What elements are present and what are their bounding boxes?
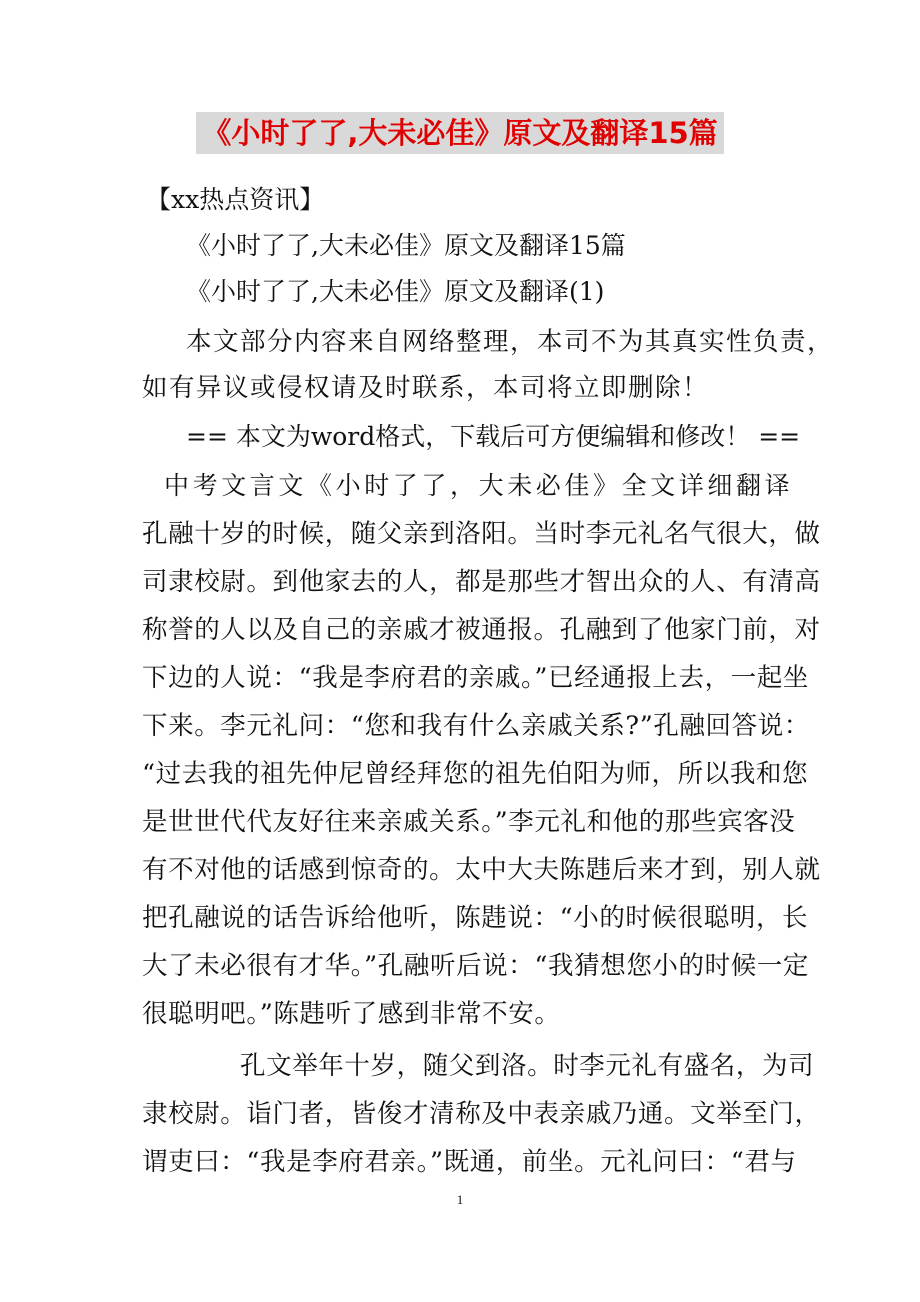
original-text-line: 谓吏曰：“我是李府君亲。”既通，前坐。元礼问曰：“君与 bbox=[142, 1147, 797, 1177]
translation-line: 把孔融说的话告诉给他听，陈韪说：“小的时候很聪明，长 bbox=[142, 903, 809, 933]
translation-line: 很聪明吧。”陈韪听了感到非常不安。 bbox=[142, 999, 561, 1029]
translation-line: 下边的人说：“我是李府君的亲戚。”已经通报上去，一起坐 bbox=[142, 663, 810, 693]
source-tag: 【xx热点资讯】 bbox=[146, 185, 325, 214]
original-text-line: 隶校尉。诣门者，皆俊才清称及中表亲戚乃通。文举至门， bbox=[142, 1099, 821, 1129]
translation-line: “过去我的祖先仲尼曾经拜您的祖先伯阳为师，所以我和您 bbox=[142, 759, 809, 789]
translation-line: 有不对他的话感到惊奇的。太中大夫陈韪后来才到，别人就 bbox=[142, 855, 821, 885]
translation-line: 称誉的人以及自己的亲戚才被通报。孔融到了他家门前，对 bbox=[142, 615, 821, 645]
translation-line: 孔融十岁的时候，随父亲到洛阳。当时李元礼名气很大，做 bbox=[142, 519, 821, 549]
disclaimer-line-1: 本文部分内容来自网络整理，本司不为其真实性负责， bbox=[186, 327, 835, 357]
title-container bbox=[0, 112, 920, 154]
original-text-line: 孔文举年十岁，随父到洛。时李元礼有盛名，为司 bbox=[240, 1051, 815, 1081]
disclaimer-line-2: 如有异议或侵权请及时联系，本司将立即删除！ bbox=[142, 373, 710, 403]
subtitle: 《小时了了,大未必佳》原文及翻译15篇 bbox=[186, 231, 626, 260]
document-title: 《小时了了,大未必佳》原文及翻译15篇 bbox=[196, 112, 723, 154]
translation-line: 是世世代代友好往来亲戚关系。”李元礼和他的那些宾客没 bbox=[142, 807, 796, 837]
translation-line: 大了未必很有才华。”孔融听后说：“我猜想您小的时候一定 bbox=[142, 951, 810, 981]
translation-heading: 中考文言文《小时了了，大未必佳》全文详细翻译 bbox=[164, 471, 794, 500]
translation-line: 司隶校尉。到他家去的人，都是那些才智出众的人、有清高 bbox=[142, 567, 821, 597]
translation-line: 下来。李元礼问：“您和我有什么亲戚关系?”孔融回答说： bbox=[142, 711, 810, 741]
section-heading: 《小时了了,大未必佳》原文及翻译(1) bbox=[186, 277, 605, 306]
format-note: == 本文为word格式，下载后可方便编辑和修改！ == bbox=[186, 422, 801, 451]
page-number: 1 bbox=[456, 1192, 464, 1207]
